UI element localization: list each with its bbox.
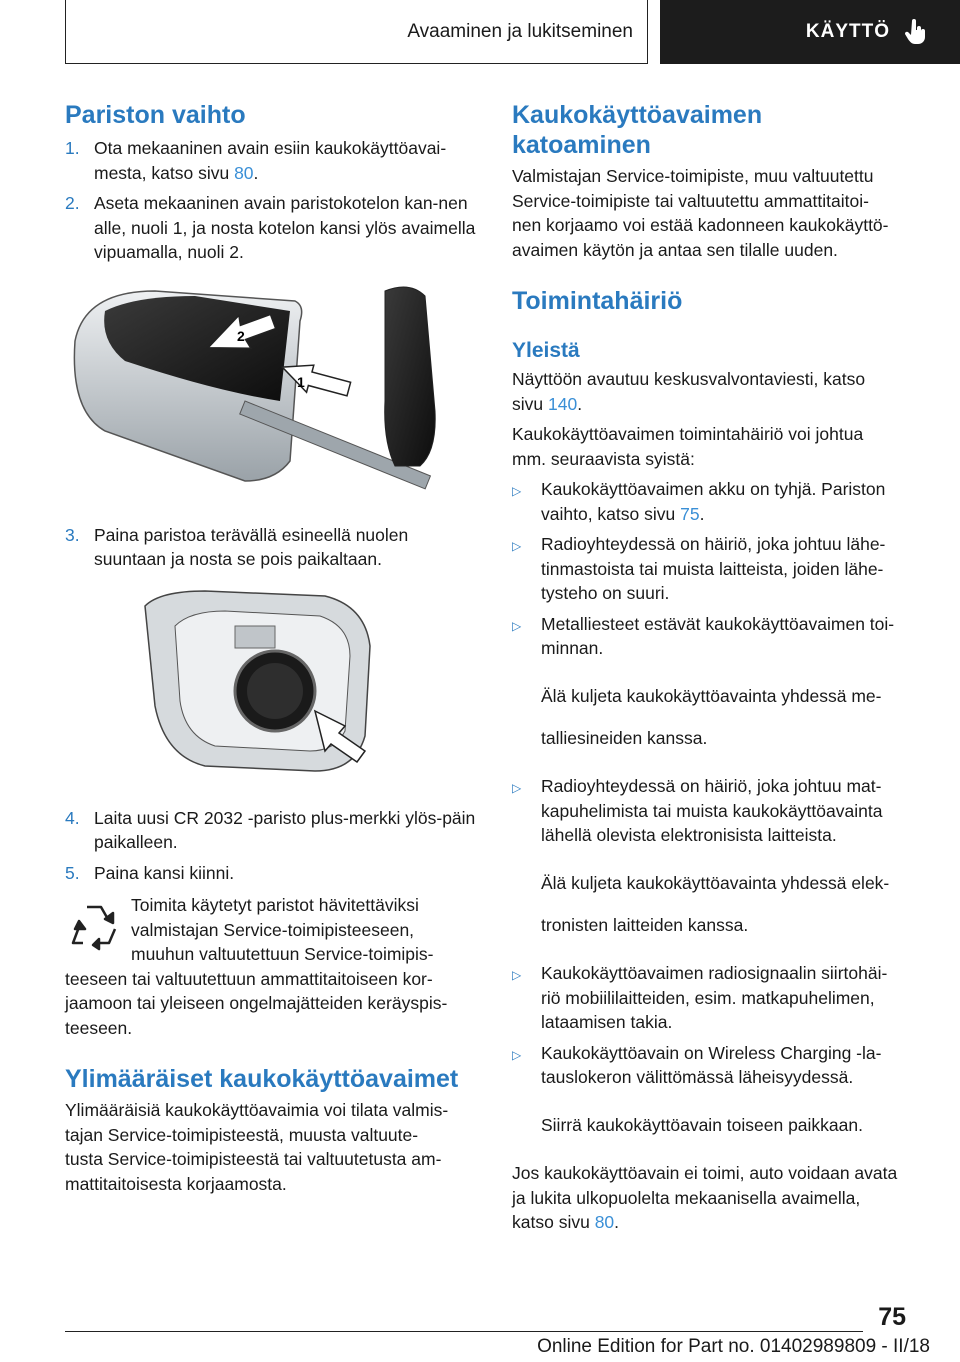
bullet-text: lataamisen takia. bbox=[541, 1012, 673, 1032]
bullet-text: minnan. bbox=[541, 638, 604, 658]
step-text: Laita uusi CR 2032 -paristo plus-merkki ylös-päin paikalleen. bbox=[94, 807, 476, 852]
heading-battery-change: Pariston vaihto bbox=[65, 101, 246, 129]
bullet-text: vaihto, katso sivu 75. bbox=[541, 503, 705, 524]
list-item bbox=[512, 532, 927, 606]
step-text: Aseta mekaaninen avain paristokotelon kan-nen alle, nuoli 1, ja nosta kotelon kansi ylös avaimella vipuamalla, nuoli 2. bbox=[94, 193, 476, 262]
bullet-subtext: talliesineiden kanssa. bbox=[541, 728, 708, 748]
hand-pointer-icon bbox=[904, 19, 928, 45]
causes-line-1: Kaukokäyttöavaimen toimintahäiriö voi johtua bbox=[512, 424, 864, 444]
step-text: Paina kansi kiinni. bbox=[94, 862, 235, 883]
heading-lost-key-line-2: katoaminen bbox=[512, 131, 651, 159]
step-number: 5. bbox=[65, 862, 80, 883]
chapter-title: KÄYTTÖ bbox=[805, 21, 890, 42]
bullet-text: tysteho on suuri. bbox=[541, 583, 670, 603]
step-3 bbox=[65, 523, 480, 572]
step-number: 4. bbox=[65, 807, 80, 828]
step-number: 1. bbox=[65, 138, 80, 158]
extra-keys-line-4: mattitaitoisesta korjaamosta. bbox=[65, 1173, 287, 1194]
arrow-label-2: 2 bbox=[237, 327, 245, 344]
bullet-text: Kaukokäyttöavain on Wireless Charging -la- bbox=[541, 1042, 882, 1063]
mechanical-key-line-2: ja lukita ulkopuolelta mekaanisella avaimella, bbox=[512, 1187, 861, 1208]
mechanical-key-line-1: Jos kaukokäyttöavain ei toimi, auto voidaan avata bbox=[512, 1163, 898, 1183]
bullet-text: tinmastoista tai muista laitteista, joiden lähe- bbox=[541, 558, 884, 579]
page-link-80[interactable]: 80 bbox=[594, 1212, 615, 1232]
bullet-triangle-icon: ▷ bbox=[512, 781, 522, 795]
bullet-text: lähellä olevista elektronisista laitteista. bbox=[541, 825, 837, 845]
lost-key-line-2: Service-toimipiste tai valtuutettu ammattitaitoi- bbox=[512, 190, 869, 211]
bullet-text: tauslokeron välittömässä läheisyydessä. bbox=[541, 1067, 854, 1087]
extra-keys-line-3: tusta Service-toimipisteestä tai valtuutetusta am- bbox=[65, 1149, 442, 1169]
bullet-text: kapuhelimista tai muista kaukokäyttöavainta bbox=[541, 800, 883, 821]
mechanical-key-line-3: katso sivu 80. bbox=[512, 1212, 620, 1232]
chapter-tab bbox=[660, 0, 960, 64]
bullet-text: Radioyhteydessä on häiriö, joka johtuu lähe- bbox=[541, 534, 886, 554]
running-header-section bbox=[65, 0, 648, 64]
subheading-general: Yleistä bbox=[512, 339, 580, 362]
extra-keys-line-2: tajan Service-toimipisteestä, muusta valtuute- bbox=[65, 1124, 419, 1145]
list-item bbox=[512, 961, 927, 1035]
bullet-text: Radioyhteydessä on häiriö, joka johtuu mat- bbox=[541, 776, 882, 796]
bullet-text: Metalliesteet estävät kaukokäyttöavaimen toi- bbox=[541, 613, 895, 634]
arrow-label-1: 1 bbox=[297, 373, 305, 390]
step-4 bbox=[65, 806, 480, 855]
bullet-triangle-icon: ▷ bbox=[512, 968, 522, 982]
heading-extra-keys: Ylimääräiset kaukokäyttöavaimet bbox=[65, 1065, 459, 1093]
bullet-subtext: Älä kuljeta kaukokäyttöavainta yhdessä me- bbox=[541, 686, 882, 706]
page-link-140[interactable]: 140 bbox=[547, 393, 578, 414]
recycle-line-2: valmistajan Service-toimipisteeseen, bbox=[131, 919, 415, 940]
list-item bbox=[512, 774, 927, 848]
step-1 bbox=[65, 136, 480, 185]
heading-lost-key-line-1: Kaukokäyttöavaimen bbox=[512, 101, 763, 129]
step-2 bbox=[65, 191, 480, 265]
key-fob-open-figure bbox=[65, 281, 480, 511]
recycle-line-6: teeseen. bbox=[65, 1017, 133, 1038]
page-link-75[interactable]: 75 bbox=[680, 503, 700, 524]
bullet-text: riö mobiililaitteiden, esim. matkapuhelimen, bbox=[541, 987, 875, 1008]
bullet-text: Kaukokäyttöavaimen akku on tyhjä. Pariston bbox=[541, 479, 886, 499]
list-item bbox=[512, 1041, 927, 1090]
general-line-1: Näyttöön avautuu keskusvalvontaviesti, katso bbox=[512, 369, 866, 389]
recycle-line-3: muuhun valtuutettuun Service-toimipis- bbox=[131, 944, 434, 964]
step-5 bbox=[65, 861, 480, 886]
footer-divider bbox=[65, 1331, 863, 1332]
page-number: 75 bbox=[878, 1303, 906, 1331]
page-link-80[interactable]: 80 bbox=[234, 162, 254, 183]
bullet-triangle-icon: ▷ bbox=[512, 484, 522, 498]
lost-key-line-4: avaimen käytön ja antaa sen tilalle uuden. bbox=[512, 239, 838, 260]
left-column bbox=[65, 100, 480, 1196]
extra-keys-line-1: Ylimääräisiä kaukokäyttöavaimia voi tilata valmis- bbox=[65, 1100, 449, 1120]
battery-compartment-figure bbox=[65, 586, 480, 796]
bullet-subtext: Älä kuljeta kaukokäyttöavainta yhdessä elek- bbox=[541, 873, 890, 893]
heading-malfunction: Toimintahäiriö bbox=[512, 287, 683, 315]
recycle-icon bbox=[65, 899, 123, 955]
bullet-subtext: Siirrä kaukokäyttöavain toiseen paikkaan. bbox=[541, 1115, 863, 1135]
step-number: 3. bbox=[65, 524, 80, 545]
recycle-line-4: teeseen tai valtuutettuun ammattitaitoiseen kor- bbox=[65, 968, 433, 989]
list-item bbox=[512, 477, 927, 526]
step-number: 2. bbox=[65, 193, 80, 213]
step-text: Paina paristoa terävällä esineellä nuolen suuntaan ja nosta se pois paikaltaan. bbox=[94, 524, 409, 569]
edition-footer: Online Edition for Part no. 01402989809 - II/18 bbox=[537, 1336, 930, 1357]
right-column bbox=[512, 100, 927, 1235]
causes-line-2: mm. seuraavista syistä: bbox=[512, 448, 695, 469]
lost-key-line-3: nen korjaamo voi estää kadonneen kaukokäyttö- bbox=[512, 215, 889, 235]
list-item bbox=[512, 612, 927, 661]
general-line-2: sivu 140. bbox=[512, 393, 583, 414]
recycle-line-1: Toimita käytetyt paristot hävitettäviksi bbox=[131, 895, 419, 915]
section-title: Avaaminen ja lukitseminen bbox=[407, 20, 633, 42]
bullet-triangle-icon: ▷ bbox=[512, 539, 522, 553]
bullet-text: Kaukokäyttöavaimen radiosignaalin siirtohäi- bbox=[541, 963, 888, 983]
recycle-note bbox=[65, 893, 480, 967]
recycle-line-5: jaamoon tai yleiseen ongelmajätteiden keräyspis- bbox=[65, 993, 448, 1013]
bullet-triangle-icon: ▷ bbox=[512, 618, 522, 633]
bullet-triangle-icon: ▷ bbox=[512, 1047, 522, 1062]
step-text: Ota mekaaninen avain esiin kaukokäyttöavai-mesta, katso sivu 80. bbox=[94, 138, 447, 183]
lost-key-line-1: Valmistajan Service-toimipiste, muu valtuutettu bbox=[512, 166, 874, 186]
bullet-subtext: tronisten laitteiden kanssa. bbox=[541, 915, 749, 935]
